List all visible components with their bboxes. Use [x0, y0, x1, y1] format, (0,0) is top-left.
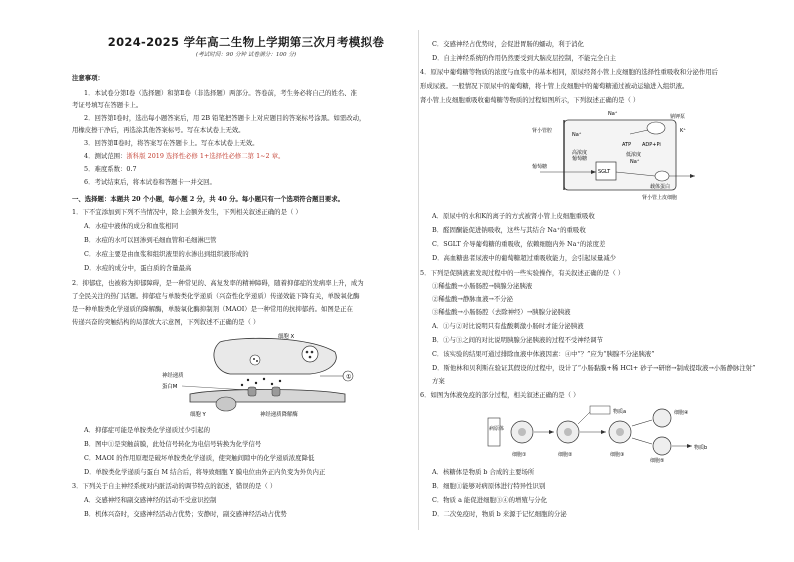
q3-option-d: D．自主神经系统的作用仍然要受到大脑皮层控制，不能完全自主: [432, 54, 617, 62]
label-carrier-protein: 载体蛋白: [650, 184, 671, 190]
label-cell-x: 细胞 X: [278, 334, 295, 340]
q1-stem: 1．下不宜添加到下列不当情况中，除上会额外发生，下列相关叙述正确的是（ ）: [72, 208, 302, 216]
section-1-heading: 一、选择题：本题共 20 个小题，每小题 2 分，共 40 分。每小题只有一个选项符合题目要求。: [72, 195, 345, 203]
label-na-out: Na⁺: [608, 111, 618, 117]
q5-step-3: ③稀盐酸→小肠肠腔（去除神经）→胰腺分泌胰液: [432, 308, 571, 316]
q4-option-d: D．高血糖患者尿液中的葡萄糖超过重吸收能力，会引起尿量减少: [432, 254, 617, 262]
note-4: [84, 152, 284, 160]
q2-stem-line-3: 是一种单胺类化学递质的降解酶，单胺氧化酶抑制剂（MAOI）是一种常用的抗抑郁药。如图是正在: [72, 305, 353, 313]
label-cell-2: 细胞②: [558, 452, 573, 458]
note-4-scope: 浙科版 2019 选择性必修 1+选择性必修二第 1~2 章。: [126, 152, 285, 160]
note-4-prefix: 4．测试范围：: [84, 152, 127, 160]
q3-option-a: A．交感神经和副交感神经的活动不受意识控制: [84, 496, 217, 504]
exam-title: 2024-2025 学年高二生物上学期第三次月考模拟卷: [107, 35, 385, 49]
q5-option-c: C．该实验的结果可通过排除血液中体液因素：④中“？”应为“胰腺不分泌胰液”: [432, 350, 655, 358]
q6-stem: 6．如图为体液免疫的部分过程，相关叙述正确的是（ ）: [420, 391, 580, 399]
q2-stem-line-2: 了全民关注的热门话题。抑郁症与单胺类化学递质（兴奋性化学递质）传递效能下降有关，单胺氧化酶: [72, 292, 360, 300]
q2-option-b: B．图中①是突触前膜，此处信号转化为电信号转换为化学信号: [84, 440, 262, 448]
right-column: [420, 0, 772, 562]
note-1b: 考证号填写在答题卡上。: [72, 101, 143, 109]
label-cell-1: 细胞①: [512, 452, 527, 458]
q5-option-d-line-1: D．斯他林和贝利斯在验证其假设的过程中，设计了“小肠黏膜+稀 HCl+ 砂子→研磨→制成提取液→小肠静脉注射”: [432, 364, 756, 372]
q5-step-1: ①稀盐酸→小肠肠腔→胰腺分泌胰液: [432, 282, 533, 290]
humoral-immunity-diagram: [486, 402, 726, 464]
label-protein-m: 蛋白M: [162, 384, 178, 390]
exam-subtitle: (考试时间：90 分钟 试卷满分：100 分): [195, 52, 297, 58]
label-cell-4: 细胞④: [674, 410, 689, 416]
q6-option-c: C．物质 a 能促进细胞③④的增殖与分化: [432, 496, 548, 504]
q2-option-a: A．抑郁症可能是单胺类化学递质过少引起的: [84, 426, 211, 434]
note-6: 6．考试结束后，将本试卷和答题卡一并交回。: [84, 178, 216, 186]
note-5: 5．难度系数：0.7: [84, 165, 137, 173]
q2-stem-line-4: 传递兴奋的突触结构的局部放大示意图，下列叙述不正确的是（ ）: [72, 318, 260, 326]
label-degrading-enzyme: 神经递质降解酶: [260, 412, 298, 418]
q3-option-b: B．机体兴奋时，交感神经活动占优势；安静时，副交感神经活动占优势: [84, 510, 287, 518]
label-high-concentration: 高浓度: [572, 150, 588, 156]
q3-stem: 3．下列关于自主神经系统对内脏活动的调节特点的叙述，错误的是（ ）: [72, 482, 277, 490]
q3-option-c: C．交感神经占优势时，会促进胃肠的蠕动，利于消化: [432, 40, 584, 48]
label-cell-3: 细胞③: [610, 452, 625, 458]
label-high-glucose: 葡萄糖: [572, 156, 588, 162]
label-pathogen: 病原体: [489, 426, 505, 432]
notes-heading: 注意事项：: [72, 74, 104, 82]
q4-stem-line-1: 4．原尿中葡萄糖等物质的浓度与血浆中的基本相同，原尿经肾小管上皮细胞的选择性重吸收和分泌作用后: [420, 68, 719, 76]
note-1a: 1．本试卷分第Ⅰ卷（选择题）和第Ⅱ卷（非选择题）两部分。答卷前，考生务必将自己的姓名、准: [84, 89, 357, 97]
label-na-k-pump: 钠钾泵: [670, 114, 686, 120]
q6-option-b: B．细胞①能够对病原体进行特异性识别: [432, 482, 546, 490]
q6-option-d: D．二次免疫时，物质 b 来源于记忆细胞的分泌: [432, 510, 567, 518]
label-low-concentration: 低浓度: [626, 152, 642, 158]
q4-stem-line-3: 肾小管上皮细胞重吸收葡萄糖等物质的过程如图所示，下列叙述正确的是（ ）: [420, 96, 640, 104]
synapse-diagram: [160, 332, 360, 422]
q5-step-2: ②稀盐酸→静脉血液→不分泌: [432, 295, 514, 303]
label-cell-y: 细胞 Y: [190, 412, 206, 418]
q4-option-a: A．原尿中的水和K的离子的方式被肾小管上皮细胞重吸收: [432, 212, 595, 220]
label-neurotransmitter: 神经递质: [162, 373, 184, 379]
q1-option-a: A．水痘中液体的成分和血浆相同: [84, 222, 179, 230]
tubule-cell-diagram: [530, 106, 720, 204]
label-sglt: SGLT: [598, 169, 611, 175]
q4-stem-line-2: 形成尿液。一般情况下原尿中的葡萄糖，将十管上皮细胞中的葡萄糖通过被动运输进入组织液。: [420, 82, 689, 90]
q4-option-c: C．SGLT 介导葡萄糖的重吸收，依赖细胞内外 Na⁺的浓度差: [432, 240, 606, 248]
label-adp-pi: ADP+Pi: [642, 142, 661, 148]
q1-option-b: B．水痘的水可以回渗到毛细血管和毛细淋巴管: [84, 236, 217, 244]
label-glucose: 葡萄糖: [532, 164, 548, 170]
q5-stem: 5．下列是促胰液素发现过程中的一些实验操作，有关叙述正确的是（ ）: [420, 269, 625, 277]
q5-option-a: A．①与②对比说明只有盐酸刺激小肠时才能分泌胰液: [432, 322, 584, 330]
label-tubule-lumen: 肾小管腔: [532, 128, 553, 134]
q1-option-c: C．水痘主要是由血浆和组织液里的水渗出到组织液形成的: [84, 250, 249, 258]
label-k-ion: K⁺: [680, 128, 686, 134]
q5-option-d-line-2: 方案: [432, 377, 445, 385]
label-substance-b: 物质b: [694, 445, 708, 451]
q2-stem-line-1: 2．抑郁症，也被称为抑郁障碍，是一种常见的、高复发率的精神障碍，随着抑郁症的发病率上升，成为: [72, 279, 364, 287]
note-2b: 用橡皮擦干净后，再选涂其他答案标号。写在本试卷上无效。: [72, 126, 245, 134]
label-cell-5: 细胞⑤: [650, 458, 665, 464]
label-na-in: Na⁺: [572, 132, 582, 138]
left-column: [72, 0, 420, 562]
synapse-marker-label: ①: [346, 373, 352, 381]
label-substance-a: 物质a: [613, 409, 627, 415]
q1-option-d: D．水痘的成分中，蛋白质的含量最高: [84, 264, 192, 272]
q4-option-b: B．醛固酮能促进钠吸收，这些与其结合 Na⁺的重吸收: [432, 226, 586, 234]
q2-option-d: D．单胺类化学递质与蛋白 M 结合后，将导致细胞 Y 膜电位由外正内负变为外负内正: [84, 468, 326, 476]
label-low-na: Na⁺: [630, 159, 640, 165]
q5-option-b: B．①与③之间的对比说明胰腺分泌胰液的过程不受神经调节: [432, 336, 603, 344]
note-2a: 2．回答第Ⅰ卷时，选出每小题答案后，用 2B 铅笔把答题卡上对应题目的答案标号涂黑。如需改动，: [84, 114, 366, 122]
note-3: 3．回答第Ⅱ卷时，将答案写在答题卡上。写在本试卷上无效。: [84, 139, 259, 147]
q6-option-a: A．核糖体是物质 b 合成的主要场所: [432, 468, 535, 476]
q2-option-c: C．MAOI 的作用原理是破坏单胺类化学递质，使突触间隙中的化学递质浓度降低: [84, 454, 315, 462]
label-atp: ATP: [622, 142, 632, 148]
diagram-caption-tubule: 肾小管上皮细胞: [642, 195, 678, 201]
